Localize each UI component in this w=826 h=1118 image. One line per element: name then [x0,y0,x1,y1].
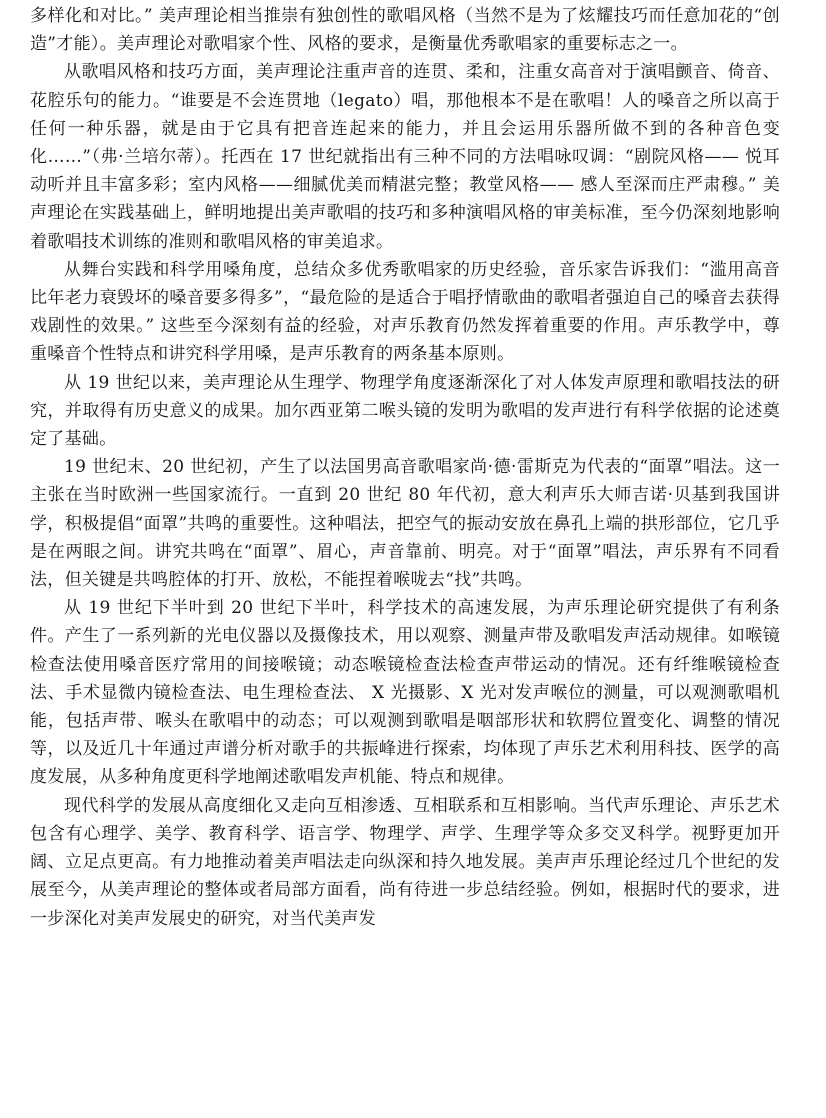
paragraph-4: 从 19 世纪以来，美声理论从生理学、物理学角度逐渐深化了对人体发声原理和歌唱技法的研究，并取得有历史意义的成果。加尔西亚第二喉头镜的发明为歌唱的发声进行有科学依据的论述奠定了基础。 [30,372,780,450]
paragraph-7: 现代科学的发展从高度细化又走向互相渗透、互相联系和互相影响。当代声乐理论、声乐艺术包含有心理学、美学、教育科学、语言学、物理学、声学、生理学等众多交叉科学。视野更加开阔、立足点更高。有力地推动着美声唱法走向纵深和持久地发展。美声声乐理论经过几个世纪的发展至今，从美声理论的整体或者局部方面看，尚有待进一步总结经验。例如，根据时代的要求，进一步深化对美声发展史的研究，对当代美声发 [30,795,780,929]
body-text [30,2,780,933]
paragraph-6: 从 19 世纪下半叶到 20 世纪下半叶，科学技术的高速发展，为声乐理论研究提供了有利条件。产生了一系列新的光电仪器以及摄像技术，用以观察、测量声带及歌唱发声活动规律。如喉镜检查法使用嗓音医疗常用的间接喉镜；动态喉镜检查法检查声带运动的情况。还有纤维喉镜检查法、手术显微内镜检查法、电生理检查法、 X 光摄影、X 光对发声喉位的测量，可以观测歌唱机能，包括声带、喉头在歌唱中的动态；可以观测到歌唱是咽部形状和软腭位置变化、调整的情况等，以及近几十年通过声谱分析对歌手的共振峰进行探索，均体现了声乐艺术利用科技、医学的高度发展，从多种角度更科学地阐述歌唱发声机能、特点和规律。 [30,598,780,788]
paragraph-2: 从歌唱风格和技巧方面，美声理论注重声音的连贯、柔和，注重女高音对于演唱颤音、倚音、花腔乐句的能力。“谁要是不会连贯地（legato）唱，那他根本不是在歌唱！人的嗓音之所以高于任何一种乐器，就是由于它具有把音连起来的能力，并且会运用乐器所做不到的各种音色变化……”（弗·兰培尔蒂）。托西在 17 世纪就指出有三种不同的方法唱咏叹调：“剧院风格—— 悦耳动听并且丰富多彩；室内风格——细腻优美而精湛完整；教堂风格—— 感人至深而庄严肃穆。” 美声理论在实践基础上，鲜明地提出美声歌唱的技巧和多种演唱风格的审美标准，至今仍深刻地影响着歌唱技术训练的准则和歌唱风格的审美追求。 [30,62,780,252]
paragraph-1: 多样化和对比。” 美声理论相当推崇有独创性的歌唱风格（当然不是为了炫耀技巧而任意加花的“创造”才能）。美声理论对歌唱家个性、风格的要求，是衡量优秀歌唱家的重要标志之一。 [30,6,780,55]
paragraph-3: 从舞台实践和科学用嗓角度，总结众多优秀歌唱家的历史经验，音乐家告诉我们：“滥用高音比年老力衰毁坏的嗓音要多得多”，“最危险的是适合于唱抒情歌曲的歌唱者强迫自己的嗓音去获得戏剧性的效果。” 这些至今深刻有益的经验，对声乐教育仍然发挥着重要的作用。声乐教学中，尊重嗓音个性特点和讲究科学用嗓，是声乐教育的两条基本原则。 [30,259,780,365]
paragraph-5: 19 世纪末、20 世纪初，产生了以法国男高音歌唱家尚·德·雷斯克为代表的“面罩”唱法。这一主张在当时欧洲一些国家流行。一直到 20 世纪 80 年代初，意大利声乐大师吉诺·贝基到我国讲学，积极提倡“面罩”共鸣的重要性。这种唱法，把空气的振动安放在鼻孔上端的拱形部位，它几乎是在两眼之间。讲究共鸣在“面罩”、眉心，声音靠前、明亮。对于“面罩”唱法，声乐界有不同看法，但关键是共鸣腔体的打开、放松，不能捏着喉咙去“找”共鸣。 [30,457,780,591]
